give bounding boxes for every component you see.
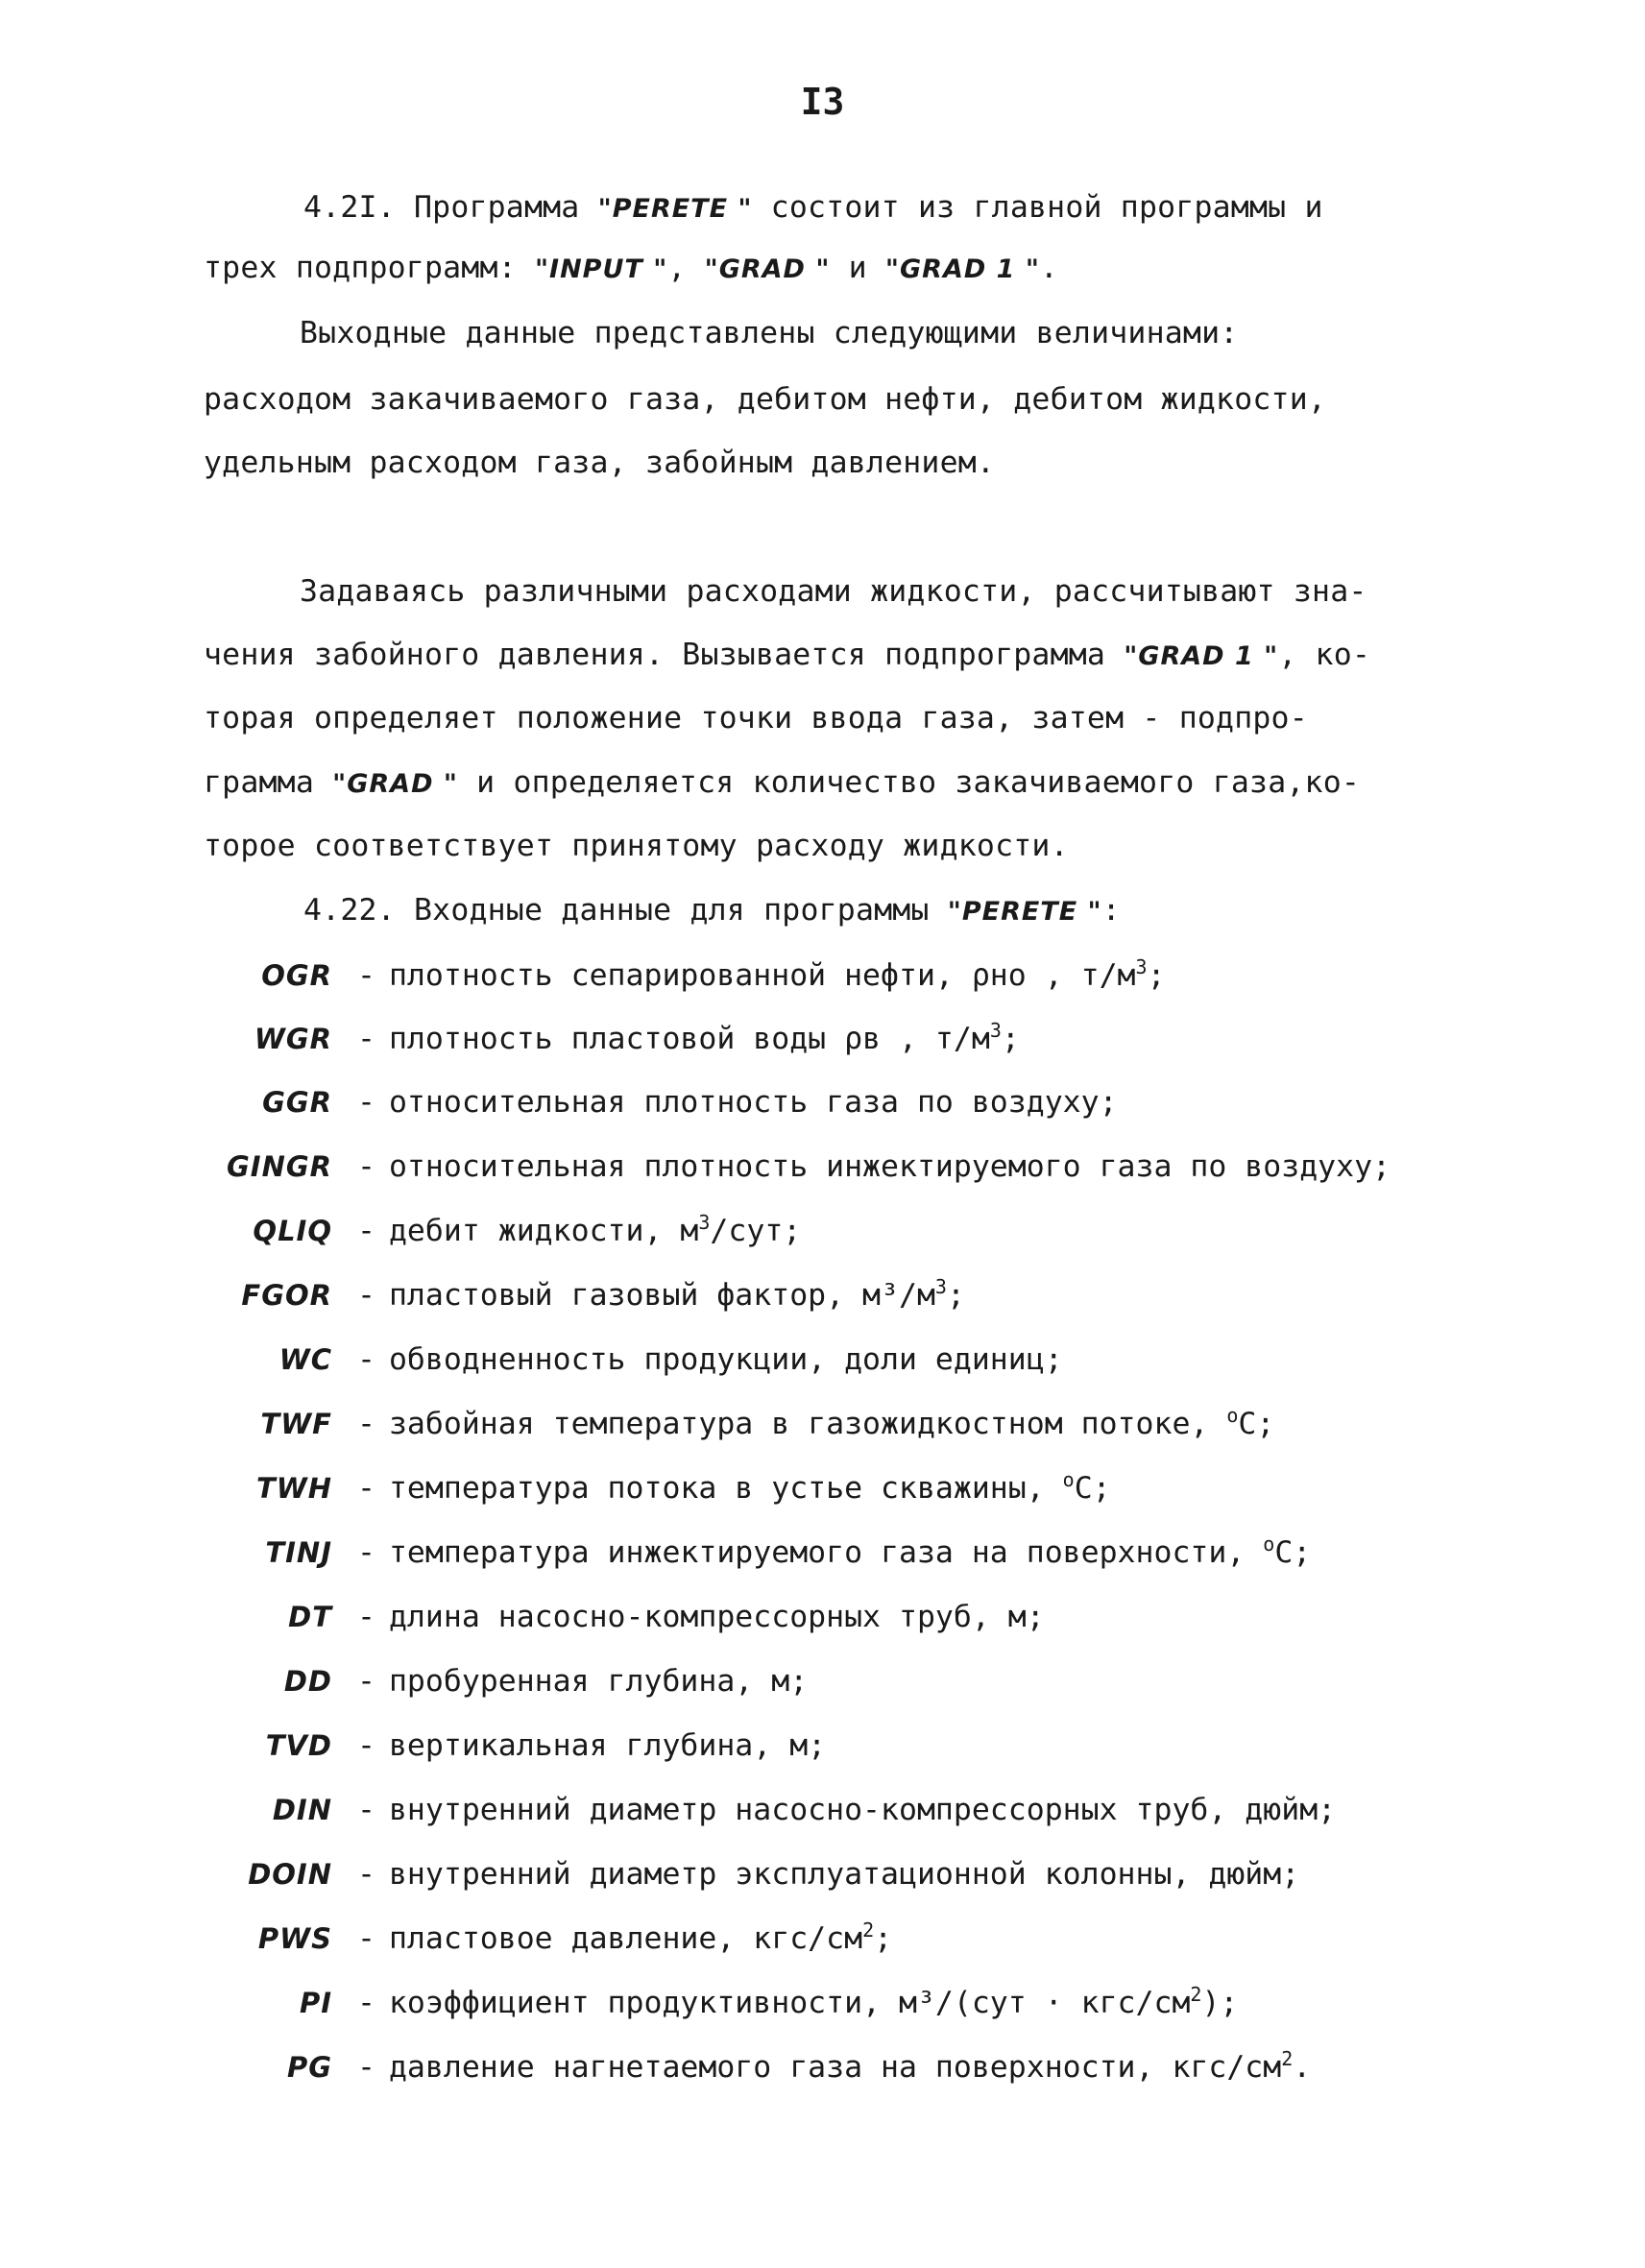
variable-code: PWS bbox=[257, 1922, 332, 1955]
variable-description: - обводненность продукции, доли единиц; bbox=[357, 1342, 1063, 1377]
variable-code: PI bbox=[299, 1987, 332, 2019]
para2-line3: удельным расходом газа, забойным давлением. bbox=[204, 446, 996, 480]
superscript: 2 bbox=[1190, 1983, 1202, 2006]
text: : bbox=[1101, 893, 1121, 928]
desc: относительная плотность газа по воздуху; bbox=[388, 1085, 1118, 1120]
desc: дебит жидкости, м bbox=[388, 1214, 699, 1248]
variable-code: DD bbox=[283, 1665, 332, 1698]
superscript: 3 bbox=[934, 1275, 947, 1298]
superscript: 3 bbox=[698, 1211, 711, 1234]
variable-description: - относительная плотность газа по воздуху; bbox=[357, 1085, 1118, 1120]
text: , bbox=[667, 251, 705, 285]
text: 4.22. Входные данные для программы bbox=[303, 893, 948, 928]
variable-description: - внутренний диаметр эксплуатационной колонны, дюйм; bbox=[357, 1857, 1300, 1892]
variable-code: OGR bbox=[261, 959, 332, 992]
subprogram-name-grad1: "GRAD 1 " bbox=[1124, 641, 1279, 671]
text: чения забойного давления. Вызывается подпрограмма bbox=[204, 638, 1125, 672]
tail: . bbox=[1293, 2050, 1312, 2085]
page-number: I3 bbox=[800, 81, 845, 123]
para3-line1: Задаваясь различными расходами жидкости, рассчитывают зна- bbox=[300, 574, 1367, 609]
desc: давление нагнетаемого газа на поверхности, кгс/см bbox=[388, 2050, 1282, 2085]
tail: ); bbox=[1201, 1986, 1239, 2020]
desc: температура потока в устье скважины, bbox=[388, 1471, 1063, 1506]
variable-code: QLIQ bbox=[253, 1215, 332, 1247]
variable-code: WGR bbox=[254, 1023, 332, 1055]
para2-line1: Выходные данные представлены следующими величинами: bbox=[300, 316, 1239, 350]
para3-line3: торая определяет положение точки ввода газа, затем - подпро- bbox=[204, 701, 1308, 736]
para2-line2: расходом закачиваемого газа, дебитом нефти, дебитом жидкости, bbox=[204, 382, 1327, 417]
superscript: 2 bbox=[1281, 2047, 1294, 2070]
variable-description: - температура потока в устье скважины, $^o$C; bbox=[357, 1468, 1111, 1506]
para3-line5: торое соответствует принятому расходу жидкости. bbox=[204, 829, 1069, 863]
desc: относительная плотность инжектируемого газа по воздуху; bbox=[388, 1149, 1391, 1184]
desc: пробуренная глубина, м; bbox=[388, 1664, 809, 1699]
desc: обводненность продукции, доли единиц; bbox=[388, 1342, 1063, 1377]
variable-description: - длина насосно-компрессорных труб, м; bbox=[357, 1600, 1045, 1634]
variable-code: DIN bbox=[272, 1794, 332, 1826]
program-name-perete: "PERETE " bbox=[947, 897, 1102, 927]
variable-code: DOIN bbox=[248, 1858, 332, 1891]
text: . bbox=[1039, 251, 1059, 285]
text: трех подпрограмм: bbox=[204, 251, 535, 285]
variable-code: TWH bbox=[255, 1472, 332, 1505]
desc: длина насосно-компрессорных труб, м; bbox=[388, 1600, 1045, 1634]
variable-code: GGR bbox=[262, 1086, 332, 1119]
tail: C; bbox=[1274, 1535, 1312, 1570]
desc: внутренний диаметр эксплуатационной колонны, дюйм; bbox=[388, 1857, 1300, 1892]
para3-line2 bbox=[204, 636, 1370, 676]
variable-description: - давление нагнетаемого газа на поверхности, кгс/$см^2$. bbox=[357, 2047, 1312, 2085]
text: грамма bbox=[204, 765, 333, 800]
variable-code: PG bbox=[286, 2051, 332, 2084]
program-name-perete: "PERETE " bbox=[597, 194, 753, 224]
variable-description: - пластовый газовый фактор, $м^3/м^3$; bbox=[357, 1275, 965, 1313]
superscript: 3 bbox=[989, 1019, 1002, 1042]
variable-code: DT bbox=[288, 1601, 332, 1633]
subprogram-name-grad: "GRAD " bbox=[704, 254, 831, 284]
desc: забойная температура в газожидкостном потоке, bbox=[388, 1407, 1227, 1441]
para3-line4 bbox=[204, 763, 1360, 804]
variable-description: - вертикальная глубина, м; bbox=[357, 1728, 827, 1763]
tail: C; bbox=[1074, 1471, 1111, 1506]
variable-description: - плотность пластовой воды ρв , $т/м^3$; bbox=[357, 1019, 1020, 1056]
tail: ; bbox=[1001, 1022, 1020, 1056]
tail: ; bbox=[874, 1921, 893, 1956]
desc: пластовый газовый фактор, м³/м bbox=[388, 1278, 935, 1313]
variable-description: - относительная плотность инжектируемого газа по воздуху; bbox=[357, 1149, 1391, 1184]
desc: температура инжектируемого газа на поверхности, bbox=[388, 1535, 1264, 1570]
text: и определяется количество закачиваемого газа,ко- bbox=[457, 765, 1361, 800]
variable-description: - забойная температура в газожидкостном потоке, $^o$C; bbox=[357, 1404, 1275, 1441]
variable-code: TINJ bbox=[265, 1536, 332, 1569]
tail: /сут; bbox=[710, 1214, 802, 1248]
para1-line2 bbox=[204, 249, 1058, 289]
text: 4.2I. Программа bbox=[303, 190, 598, 225]
variable-description: - внутренний диаметр насосно-компрессорных труб, дюйм; bbox=[357, 1793, 1337, 1827]
desc: пластовое давление, кгс/см bbox=[388, 1921, 863, 1956]
variable-code: TVD bbox=[265, 1729, 332, 1762]
subprogram-name-grad1: "GRAD 1 " bbox=[884, 254, 1040, 284]
variable-code: WC bbox=[278, 1343, 332, 1376]
desc: плотность сепарированной нефти, ρно , т/м bbox=[388, 958, 1136, 993]
tail: ; bbox=[946, 1278, 965, 1313]
variable-description: - коэффициент продуктивности, м³/(сут · кгс/$см^2$); bbox=[357, 1983, 1239, 2020]
superscript: o bbox=[1263, 1532, 1275, 1556]
subprogram-name-grad: "GRAD " bbox=[332, 769, 458, 799]
variable-description: - пробуренная глубина, м; bbox=[357, 1664, 809, 1699]
text: состоит из главной программы и bbox=[752, 190, 1323, 225]
desc: коэффициент продуктивности, м³/(сут · кгс/см bbox=[388, 1986, 1191, 2020]
superscript: o bbox=[1226, 1404, 1239, 1427]
variable-code: GINGR bbox=[227, 1150, 332, 1183]
desc: плотность пластовой воды ρв , т/м bbox=[388, 1022, 990, 1056]
tail: ; bbox=[1147, 958, 1166, 993]
variable-description: - пластовое давление, кгс/$см^2$; bbox=[357, 1918, 893, 1956]
variable-description: - плотность сепарированной нефти, ρно , $т/м^3$; bbox=[357, 955, 1166, 993]
variable-description: - дебит жидкости, $м^3$/сут; bbox=[357, 1211, 802, 1248]
superscript: 2 bbox=[862, 1918, 875, 1942]
superscript: 3 bbox=[1135, 955, 1148, 978]
para1-line1 bbox=[303, 188, 1323, 229]
text: и bbox=[830, 251, 885, 285]
variable-code: FGOR bbox=[241, 1279, 332, 1312]
desc: внутренний диаметр насосно-компрессорных труб, дюйм; bbox=[388, 1793, 1337, 1827]
variable-code: TWF bbox=[260, 1408, 332, 1440]
variable-description: - температура инжектируемого газа на поверхности, $^o$C; bbox=[357, 1532, 1312, 1570]
para4-line1 bbox=[303, 891, 1121, 931]
text: , ко- bbox=[1278, 638, 1371, 672]
desc: вертикальная глубина, м; bbox=[388, 1728, 827, 1763]
subprogram-name-input: "INPUT " bbox=[534, 254, 668, 284]
superscript: o bbox=[1062, 1468, 1075, 1491]
tail: C; bbox=[1238, 1407, 1275, 1441]
